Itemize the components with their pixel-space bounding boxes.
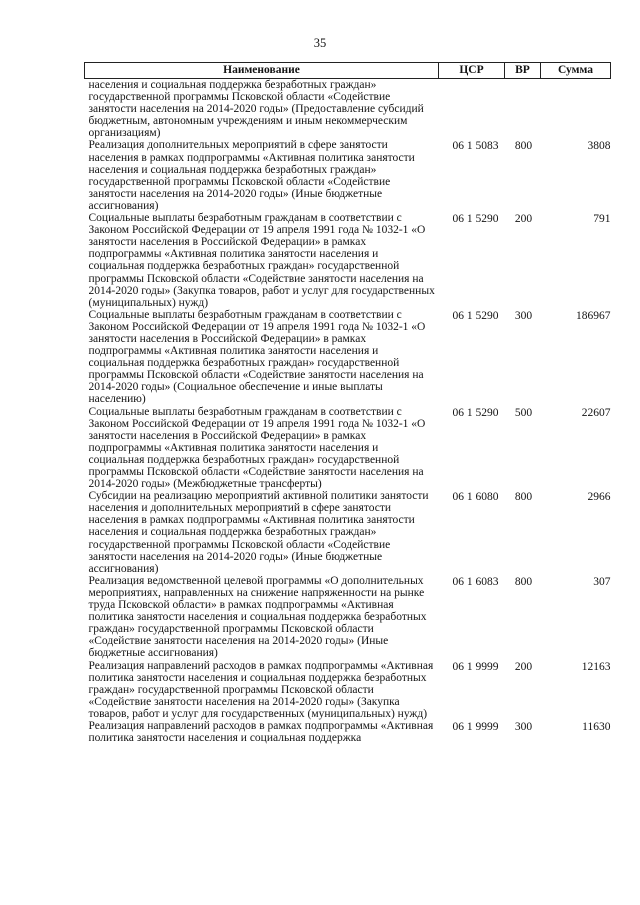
table-row <box>85 79 611 140</box>
table-row <box>85 212 611 309</box>
table-row <box>85 575 611 660</box>
row-vr: 300 <box>514 720 533 733</box>
row-sum: 186967 <box>576 309 611 322</box>
row-name: Реализация дополнительных мероприятий в сфере занятости населения в рамках подпрограммы «Активная политика занятости населения и социальная поддержка безработных граждан» государственной программы Псковской области «Содействие занятости населения на 2014-2020 годы» (Иные бюджетные ассигнования) <box>88 139 415 212</box>
row-name: Социальные выплаты безработным гражданам в соответствии с Законом Российской Федерации от 19 апреля 1991 года № 1032-1 «О занятости населения в Российской Федерации» в рамках подпрограммы «Активная политика занятости населения и социальная поддержка безработных граждан» государственной программы Псковской области «Содействие занятости населения на 2014-2020 годы» (Закупка товаров, работ и услуг для государственных (муниципальных) нужд) <box>88 212 435 309</box>
row-csr: 06 1 9999 <box>452 660 499 673</box>
row-name: населения и социальная поддержка безработных граждан» государственной программы Псковской области «Содействие занятости населения на 2014-2020 годы» (Предоставление субсидий бюджетным, автономным учреждениям и иным некоммерческим организациям) <box>88 79 424 140</box>
row-sum: 791 <box>593 213 611 226</box>
row-csr: 06 1 6083 <box>452 575 499 588</box>
row-csr: 06 1 9999 <box>452 720 499 733</box>
row-sum <box>541 79 611 140</box>
row-vr: 800 <box>514 140 533 153</box>
row-vr <box>505 79 541 140</box>
row-sum: 3808 <box>587 140 611 153</box>
row-csr <box>439 79 505 140</box>
row-name: Реализация ведомственной целевой программы «О дополнительных мероприятиях, направленных на снижение напряженности на рынке труда Псковской области» в рамках подпрограммы «Активная политика занятости населения и социальная поддержка безработных граждан» государственной программы Псковской области «Содействие занятости населения на 2014-2020 годы» (Иные бюджетные ассигнования) <box>88 574 427 660</box>
row-name: Социальные выплаты безработным гражданам в соответствии с Законом Российской Федерации от 19 апреля 1991 года № 1032-1 «О занятости населения в Российской Федерации» в рамках подпрограммы «Активная политика занятости населения и социальная поддержка безработных граждан» государственной программы Псковской области «Содействие занятости населения на 2014-2020 годы» (Социальное обеспечение и иные выплаты населению) <box>88 308 426 406</box>
row-sum: 307 <box>593 575 611 588</box>
row-name: Социальные выплаты безработным гражданам в соответствии с Законом Российской Федерации от 19 апреля 1991 года № 1032-1 «О занятости населения в Российской Федерации» в рамках подпрограммы «Активная политика занятости населения и социальная поддержка безработных граждан» государственной программы Псковской области «Содействие занятости населения на 2014-2020 годы» (Межбюджетные трансферты) <box>88 405 426 491</box>
row-sum: 22607 <box>581 406 611 419</box>
page-number: 35 <box>313 36 327 50</box>
row-vr: 200 <box>514 213 533 226</box>
row-vr: 800 <box>514 575 533 588</box>
budget-table <box>84 62 611 744</box>
header-csr: ЦСР <box>439 63 505 79</box>
row-name: Субсидии на реализацию мероприятий активной политики занятости населения и дополнительных мероприятий в сфере занятости населения в рамках подпрограммы «Активная политика занятости населения и социальная поддержка безработных граждан» государственной программы Псковской области «Содействие занятости населения на 2014-2020 годы» (Иные бюджетные ассигнования) <box>88 490 429 575</box>
row-name: Реализация направлений расходов в рамках подпрограммы «Активная политика занятости населения и социальная поддержка безработных граждан» государственной программы Псковской области «Содействие занятости населения на 2014-2020 годы» (Закупка товаров, работ и услуг для государственных (муниципальных) нужд) <box>88 659 434 720</box>
row-vr: 500 <box>514 406 533 419</box>
row-csr: 06 1 5290 <box>452 309 499 322</box>
header-vr: ВР <box>505 63 541 79</box>
table-header-row <box>85 63 611 79</box>
header-sum: Сумма <box>541 63 611 79</box>
table-row <box>85 490 611 575</box>
table-row <box>85 406 611 491</box>
row-csr: 06 1 6080 <box>452 491 499 504</box>
row-csr: 06 1 5290 <box>452 213 499 226</box>
row-vr: 300 <box>514 309 533 322</box>
row-sum: 11630 <box>582 720 611 733</box>
table-row <box>85 720 611 744</box>
header-name: Наименование <box>85 63 439 79</box>
table-row <box>85 139 611 212</box>
row-csr: 06 1 5290 <box>452 406 499 419</box>
row-vr: 200 <box>514 660 533 673</box>
row-name: Реализация направлений расходов в рамках подпрограммы «Активная политика занятости населения и социальная поддержка <box>88 719 434 745</box>
row-csr: 06 1 5083 <box>452 140 499 153</box>
table-row <box>85 309 611 406</box>
row-sum: 2966 <box>587 491 611 504</box>
row-vr: 800 <box>514 491 533 504</box>
row-sum: 12163 <box>581 660 611 673</box>
table-row <box>85 660 611 720</box>
